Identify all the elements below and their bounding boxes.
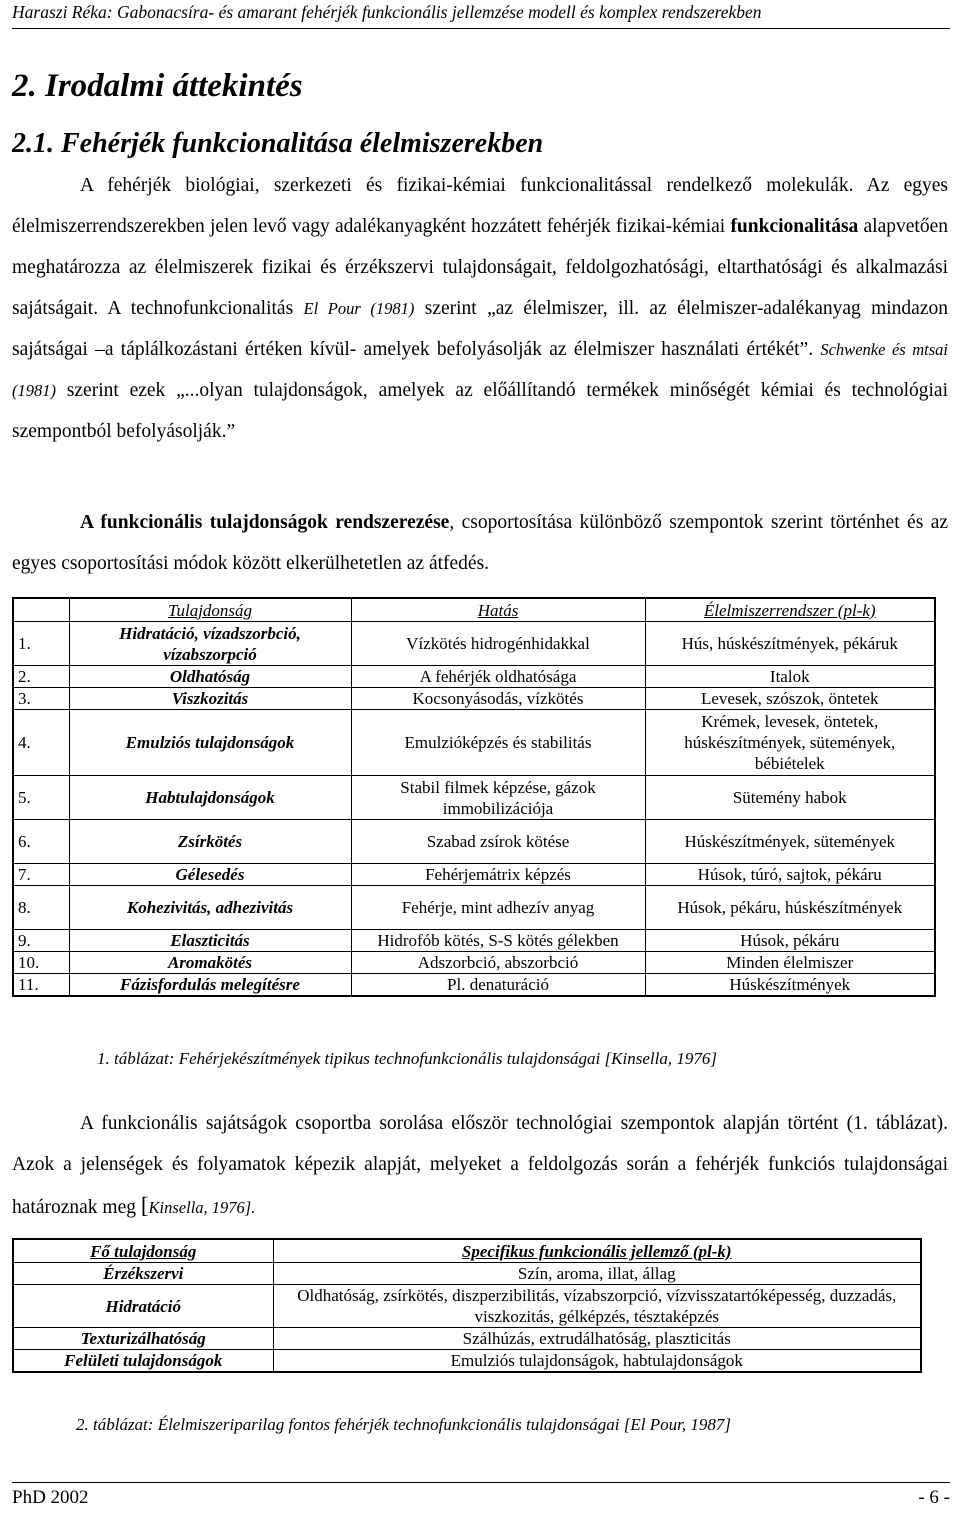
table-header-row [13,598,935,622]
grouping-paragraph [12,1103,948,1228]
main-properties-table [12,1238,922,1373]
table-row [13,1285,921,1328]
main-property-cell: Hidratáció [13,1285,273,1328]
header-main-property: Fő tulajdonság [13,1239,273,1263]
main-property-cell: Texturizálhatóság [13,1328,273,1350]
table-header-row [13,1239,921,1263]
intro-paragraph [12,165,948,452]
citation-el-pour: El Pour (1981) [303,299,415,318]
property-name: Viszkozitás [69,688,351,710]
subsection-title: 2.1. Fehérjék funkcionalitása élelmiszerekben [12,128,544,159]
row-number: 9. [13,930,69,952]
effect-cell: Stabil filmek képzése, gázok immobilizációja [351,776,645,820]
specific-feature-cell: Szálhúzás, extrudálhatóság, plaszticitás [273,1328,921,1350]
classification-paragraph [12,502,948,584]
food-system-cell: Húsok, pékáru [645,930,935,952]
running-header: Haraszi Réka: Gabonacsíra- és amarant fehérjék funkcionális jellemzése modell és komplex rendszerekben [12,0,950,29]
effect-cell: Pl. denaturáció [351,974,645,997]
header-effect: Hatás [351,598,645,622]
header-empty [13,598,69,622]
food-system-cell: Húsok, pékáru, húskészítmények [645,886,935,930]
para3-text: A funkcionális sajátságok csoportba sorolása először technológiai szempontok alapján történt (1. táblázat). Azok a jelenségek és folyamatok képezik alapját, melyeket a feldolgozás során a fehérjék funkciós tulajdonságai határoznak meg [12,1113,948,1218]
effect-cell: Emulzióképzés és stabilitás [351,710,645,776]
table-row [13,1350,921,1373]
row-number: 11. [13,974,69,997]
para1-bold: funkcionalitása [730,216,859,237]
effect-cell: Vízkötés hidrogénhidakkal [351,622,645,666]
table-row [13,666,935,688]
property-name: Oldhatóság [69,666,351,688]
table-row [13,974,935,997]
effect-cell: Adszorbció, abszorbció [351,952,645,974]
table-row [13,864,935,886]
table-row [13,710,935,776]
footer-degree-year: PhD 2002 [12,1487,89,1508]
table-row [13,1263,921,1285]
page-number: - 6 - [918,1487,950,1508]
property-name: Habtulajdonságok [69,776,351,820]
row-number: 1. [13,622,69,666]
table-row [13,622,935,666]
table-row [13,930,935,952]
table-row [13,688,935,710]
citation-kinsella: Kinsella, 1976]. [148,1198,256,1217]
food-system-cell: Húskészítmények [645,974,935,997]
header-specific-feature: Specifikus funkcionális jellemző (pl-k) [273,1239,921,1263]
food-system-cell: Minden élelmiszer [645,952,935,974]
effect-cell: Szabad zsírok kötése [351,820,645,864]
food-system-cell: Italok [645,666,935,688]
food-system-cell: Levesek, szószok, öntetek [645,688,935,710]
row-number: 10. [13,952,69,974]
property-name: Hidratáció, vízadszorbció, vízabszorpció [69,622,351,666]
table-row [13,886,935,930]
food-system-cell: Krémek, levesek, öntetek, húskészítmények, sütemények, bébiételek [645,710,935,776]
para1-text-c: alapvetően meghatározza az élelmiszerek fizikai és érzékszervi tulajdonságait, feldolgozhatósági, eltarthatósági és alkalmazási sajátságait. A technofunkcionalitás [12,216,948,319]
para2-text: , csoportosítása különböző szempontok szerint történhet és az egyes csoportosítási módok között elkerülhetetlen az átfedés. [12,512,949,574]
property-name: Zsírkötés [69,820,351,864]
specific-feature-cell: Emulziós tulajdonságok, habtulajdonságok [273,1350,921,1373]
main-properties-table-body [13,1263,921,1373]
effect-cell: Fehérje, mint adhezív anyag [351,886,645,930]
table-row [13,776,935,820]
row-number: 6. [13,820,69,864]
effect-cell: Kocsonyásodás, vízkötés [351,688,645,710]
row-number: 5. [13,776,69,820]
table1-caption: 1. táblázat: Fehérjekészítmények tipikus technofunkcionális tulajdonságai [Kinsella, 1976] [97,1049,717,1068]
table-row [13,820,935,864]
food-system-cell: Húsok, túró, sajtok, pékáru [645,864,935,886]
property-name: Kohezivitás, adhezivitás [69,886,351,930]
main-property-cell: Érzékszervi [13,1263,273,1285]
property-name: Fázisfordulás melegítésre [69,974,351,997]
para2-bold: A funkcionális tulajdonságok rendszerezése [80,512,450,533]
row-number: 7. [13,864,69,886]
effect-cell: A fehérjék oldhatósága [351,666,645,688]
main-property-cell: Felületi tulajdonságok [13,1350,273,1373]
header-property: Tulajdonság [69,598,351,622]
para1-text-a: A fehérjék biológiai, szerkezeti és fizikai-kémiai funkcionalitással rendelkező molekulák. Az egyes élelmiszerrendszerekben jelen levő vagy adalékanyagként hozzátett fehérjék fizikai-kémiai [12,175,948,237]
food-system-cell: Sütemény habok [645,776,935,820]
effect-cell: Fehérjemátrix képzés [351,864,645,886]
row-number: 8. [13,886,69,930]
specific-feature-cell: Szín, aroma, illat, állag [273,1263,921,1285]
row-number: 4. [13,710,69,776]
row-number: 3. [13,688,69,710]
food-system-cell: Hús, húskészítmények, pékáruk [645,622,935,666]
table-row [13,1328,921,1350]
row-number: 2. [13,666,69,688]
para3-bracket: [ [140,1193,149,1218]
header-food-system: Élelmiszerrendszer (pl-k) [645,598,935,622]
functionality-table-body [13,622,935,997]
para1-text-d: szerint „az élelmiszer, ill. az élelmiszer-adalékanyag mindazon sajátságai –a táplálkozástani értéken kívül- amelyek befolyásolják az élelmiszer használati értékét”. [12,298,948,360]
specific-feature-cell: Oldhatóság, zsírkötés, diszperzibilitás, vízabszorpció, vízvisszatartóképesség, duzzadás, viszkozitás, gélképzés, tésztaképzés [273,1285,921,1328]
table2-caption: 2. táblázat: Élelmiszeriparilag fontos fehérjék technofunkcionális tulajdonságai [El Pour, 1987] [76,1415,731,1434]
functionality-table [12,597,936,997]
citation-schwenke: Schwenke és mtsai (1981) [12,340,948,400]
property-name: Elaszticitás [69,930,351,952]
effect-cell: Hidrofób kötés, S-S kötés gélekben [351,930,645,952]
table-row [13,952,935,974]
food-system-cell: Húskészítmények, sütemények [645,820,935,864]
property-name: Emulziós tulajdonságok [69,710,351,776]
para1-text-e: szerint ezek „...olyan tulajdonságok, amelyek az előállítandó termékek minőségét kémiai és technológiai szempontból befolyásolják.” [12,380,948,442]
page-footer [12,1482,950,1513]
section-title: 2. Irodalmi áttekintés [12,68,303,104]
property-name: Gélesedés [69,864,351,886]
property-name: Aromakötés [69,952,351,974]
